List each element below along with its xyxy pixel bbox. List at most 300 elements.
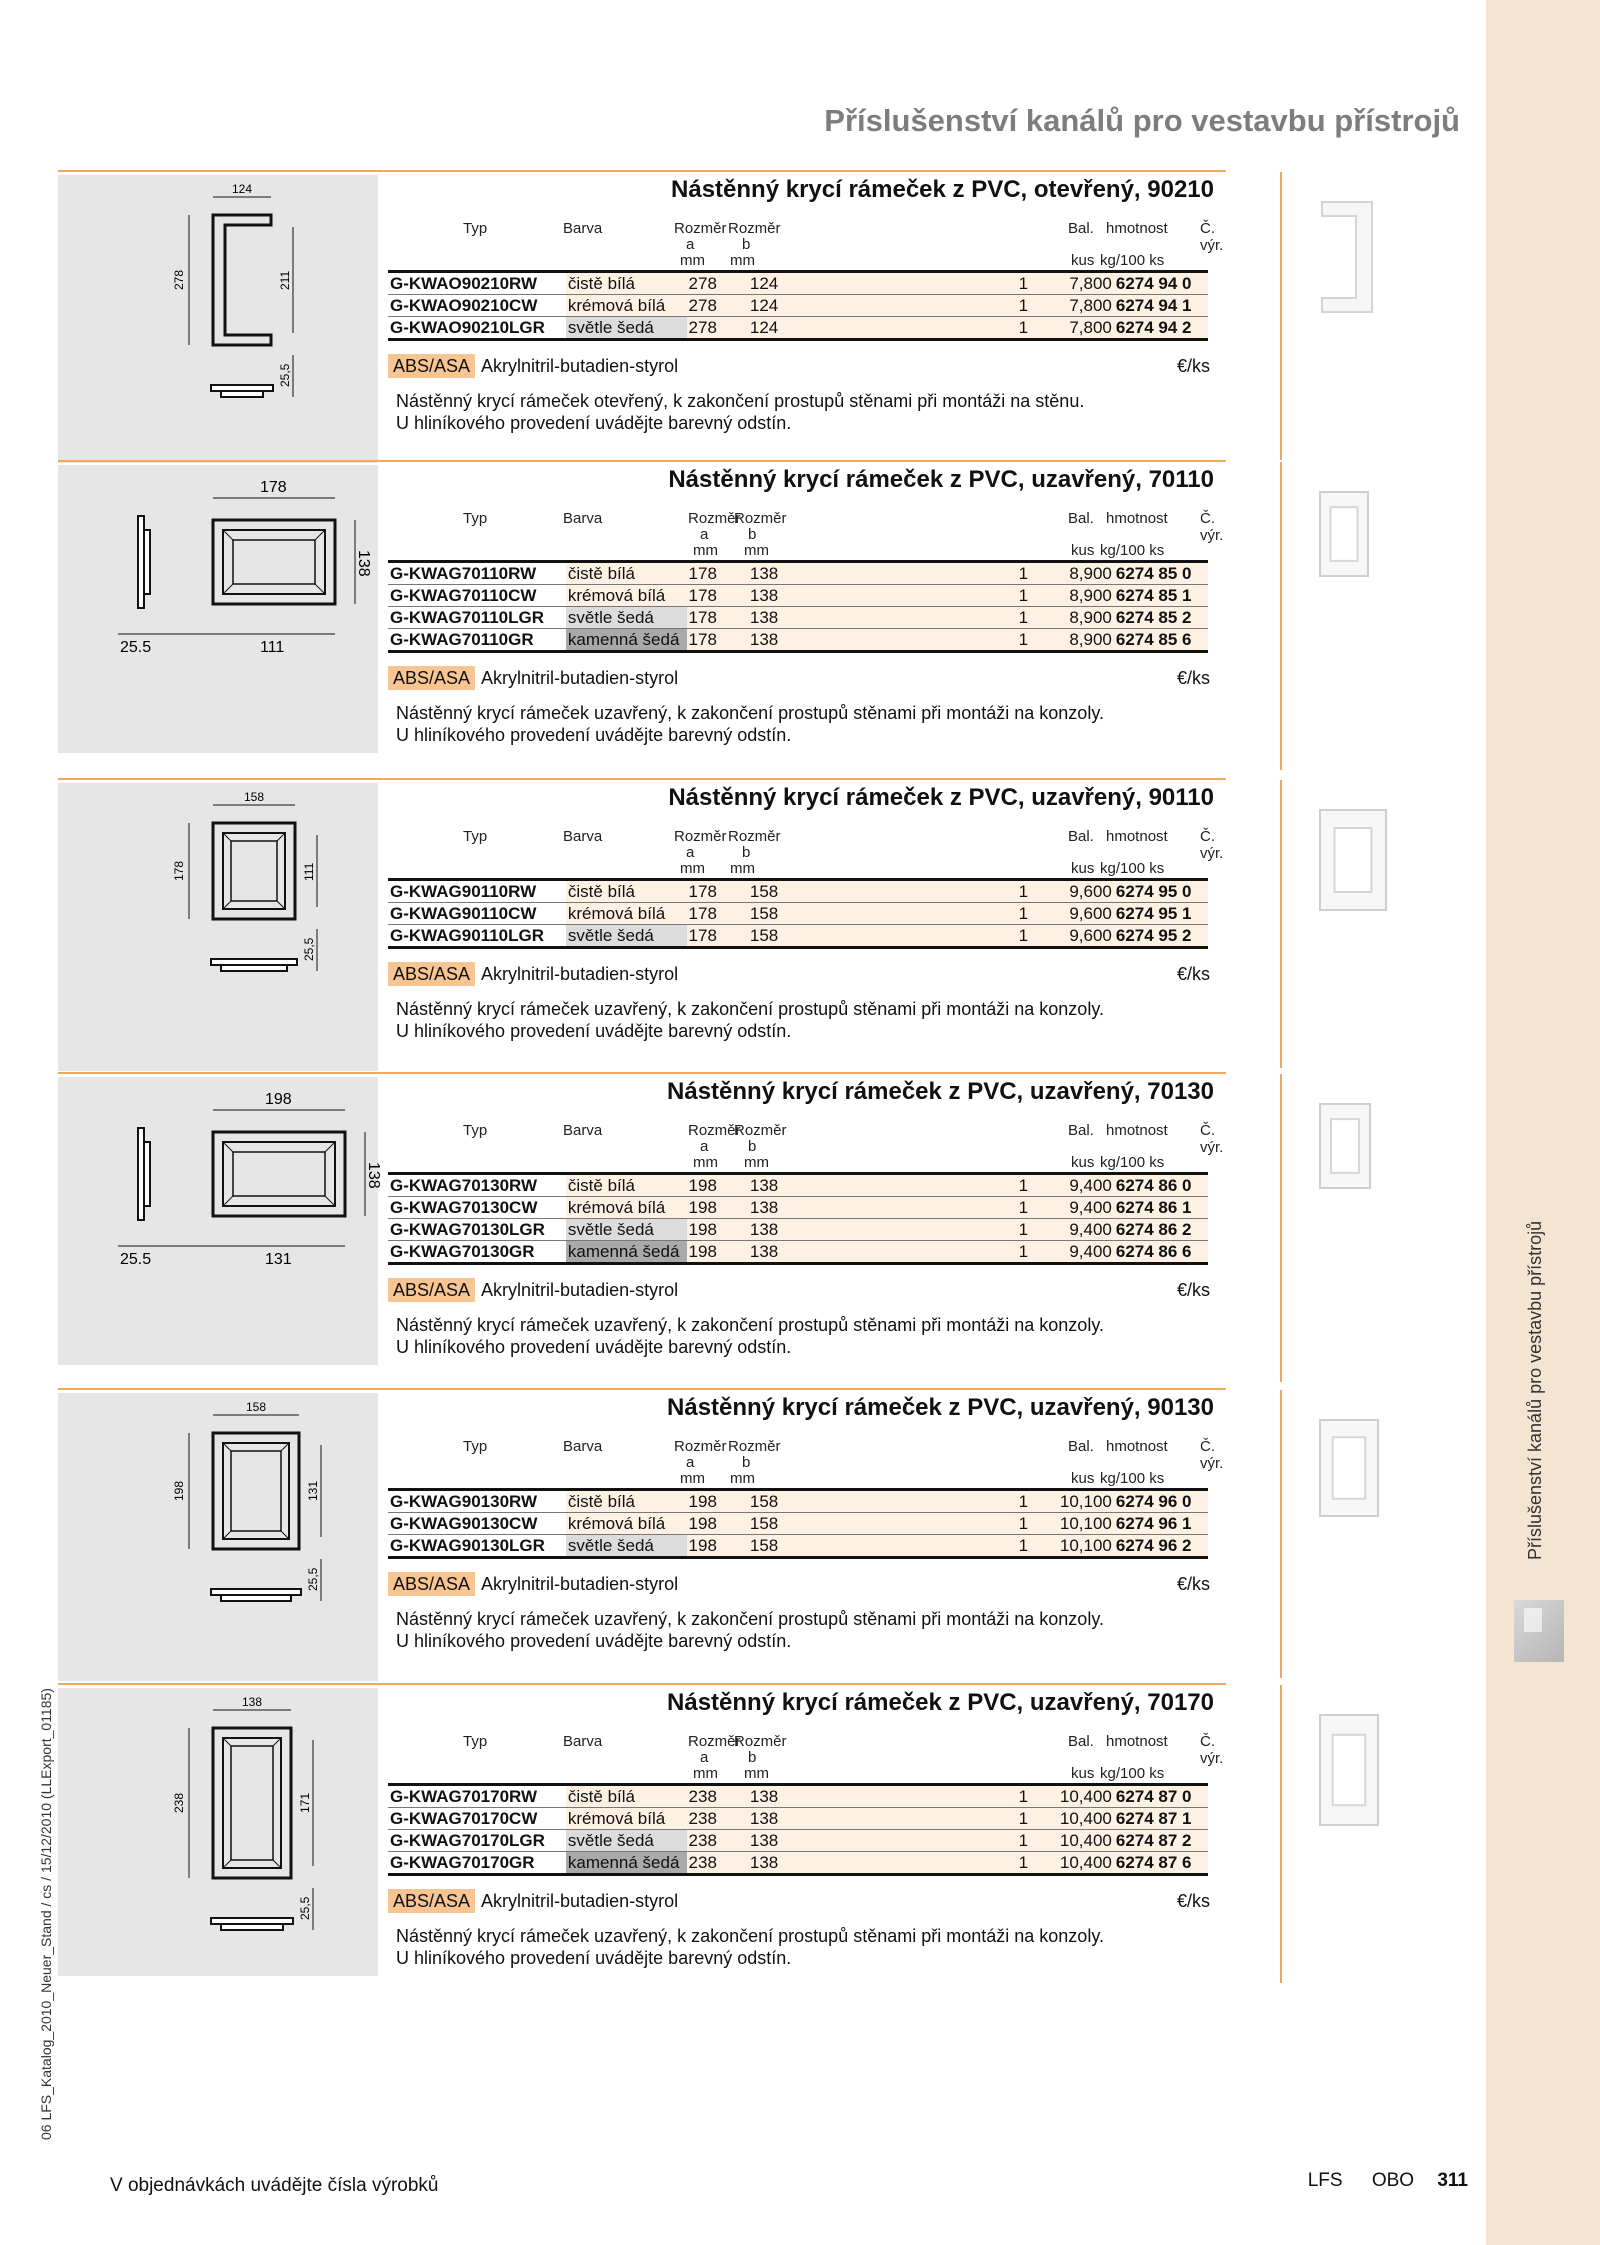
svg-text:111: 111 (302, 862, 316, 881)
cell-rozmer-a: 198 (687, 1174, 748, 1197)
product-photo (1300, 1408, 1390, 1553)
svg-text:25,5: 25,5 (278, 363, 292, 387)
cell-rozmer-a: 278 (687, 295, 748, 317)
header-typ: Typ (463, 510, 488, 527)
svg-text:198: 198 (172, 1480, 186, 1501)
cell-cislo-vyrobku: 6274 96 2 (1114, 1535, 1208, 1558)
header-rozmer-a-letter: a (686, 844, 695, 861)
header-kg: kg/100 ks (1100, 252, 1165, 269)
header-rozmer-b: Rozměr (734, 510, 787, 527)
cell-cislo-vyrobku: 6274 94 2 (1114, 317, 1208, 340)
cell-bal: 1 (995, 629, 1030, 652)
cell-hmotnost: 10,100 (1030, 1513, 1114, 1535)
cell-bal: 1 (995, 295, 1030, 317)
section-title: Nástěnný krycí rámeček z PVC, uzavřený, 90110 (668, 784, 1214, 811)
product-table (388, 560, 1208, 653)
description-line: Nástěnný krycí rámeček uzavřený, k zakončení prostupů stěnami při montáži na konzoly. (396, 999, 1104, 1019)
cell-barva: kamenná šedá (566, 1241, 687, 1264)
cell-rozmer-b: 138 (748, 1219, 995, 1241)
header-rozmer-a: Rozměr (674, 828, 727, 845)
cell-rozmer-b: 138 (748, 1174, 995, 1197)
cell-cislo-vyrobku: 6274 85 2 (1114, 607, 1208, 629)
header-cvyr: Č. výr. (1200, 510, 1224, 544)
material-name: Akrylnitril-butadien-styrol (481, 356, 679, 376)
price-unit: €/ks (1176, 1891, 1210, 1911)
cell-cislo-vyrobku: 6274 86 2 (1114, 1219, 1208, 1241)
cell-bal: 1 (995, 1785, 1030, 1808)
header-kus: kus (1071, 1765, 1095, 1782)
cell-typ: G-KWAG70170LGR (388, 1830, 566, 1852)
header-mm-b: mm (730, 860, 755, 877)
header-barva: Barva (563, 220, 603, 237)
cell-rozmer-b: 138 (748, 585, 995, 607)
header-rozmer-b-letter: b (748, 1138, 757, 1155)
table-row[interactable] (388, 1241, 1208, 1264)
section-title: Nástěnný krycí rámeček z PVC, uzavřený, 70110 (668, 466, 1214, 493)
header-rozmer-b: Rozměr (728, 828, 781, 845)
header-rozmer-a: Rozměr (674, 1438, 727, 1455)
header-bal: Bal. (1068, 1122, 1094, 1139)
table-row[interactable] (388, 1830, 1208, 1852)
cell-typ: G-KWAG90130RW (388, 1490, 566, 1513)
header-mm-b: mm (744, 542, 769, 559)
svg-text:138: 138 (355, 550, 372, 577)
description-line: Nástěnný krycí rámeček uzavřený, k zakončení prostupů stěnami při montáži na konzoly. (396, 1926, 1104, 1946)
table-row[interactable] (388, 272, 1208, 295)
description-line: Nástěnný krycí rámeček uzavřený, k zakončení prostupů stěnami při montáži na konzoly. (396, 1315, 1104, 1335)
product-section (58, 460, 1226, 772)
header-cvyr: Č. výr. (1200, 828, 1224, 862)
cell-typ: G-KWAG70170CW (388, 1808, 566, 1830)
table-row[interactable] (388, 585, 1208, 607)
material-line (388, 1280, 678, 1301)
cell-barva: světle šedá (566, 1830, 687, 1852)
section-divider (1280, 462, 1282, 770)
header-kg: kg/100 ks (1100, 860, 1165, 877)
cell-bal: 1 (995, 272, 1030, 295)
header-hmotnost: hmotnost (1106, 1438, 1168, 1455)
cell-cislo-vyrobku: 6274 95 2 (1114, 925, 1208, 948)
cell-rozmer-a: 178 (687, 880, 748, 903)
material-name: Akrylnitril-butadien-styrol (481, 1280, 679, 1300)
cell-rozmer-b: 138 (748, 1197, 995, 1219)
header-barva: Barva (563, 1438, 603, 1455)
svg-text:171: 171 (298, 1792, 312, 1813)
header-kus: kus (1071, 1154, 1095, 1171)
cell-typ: G-KWAG70110LGR (388, 607, 566, 629)
product-photo (1300, 798, 1390, 943)
section-divider (1280, 1074, 1282, 1382)
cell-barva: kamenná šedá (566, 629, 687, 652)
product-section (58, 170, 1226, 462)
cell-rozmer-b: 138 (748, 629, 995, 652)
description (396, 1608, 1104, 1652)
description (396, 1925, 1104, 1969)
table-row[interactable] (388, 1197, 1208, 1219)
header-hmotnost: hmotnost (1106, 828, 1168, 845)
header-rozmer-a-letter: a (686, 236, 695, 253)
cell-cislo-vyrobku: 6274 94 0 (1114, 272, 1208, 295)
header-typ: Typ (463, 1733, 488, 1750)
cell-barva: čistě bílá (566, 562, 687, 585)
table-row[interactable] (388, 1174, 1208, 1197)
header-cvyr: Č. výr. (1200, 220, 1224, 254)
svg-text:211: 211 (278, 270, 292, 290)
material-tag: ABS/ASA (388, 1889, 475, 1913)
dimension-drawing (58, 175, 378, 463)
cell-rozmer-a: 198 (687, 1219, 748, 1241)
cell-bal: 1 (995, 1535, 1030, 1558)
material-line (388, 1574, 678, 1595)
cell-rozmer-b: 158 (748, 903, 995, 925)
svg-text:158: 158 (244, 790, 265, 804)
material-line (388, 668, 678, 689)
header-typ: Typ (463, 220, 488, 237)
cell-bal: 1 (995, 925, 1030, 948)
cell-bal: 1 (995, 1241, 1030, 1264)
description-note: U hliníkového provedení uvádějte barevný odstín. (396, 1948, 792, 1968)
cell-rozmer-b: 138 (748, 1852, 995, 1875)
table-header (388, 216, 1224, 269)
footer-brand-lfs: LFS (1307, 2170, 1343, 2191)
header-kg: kg/100 ks (1100, 1154, 1165, 1171)
cell-rozmer-a: 198 (687, 1241, 748, 1264)
svg-text:238: 238 (172, 1792, 186, 1813)
cell-rozmer-a: 178 (687, 607, 748, 629)
cell-typ: G-KWAG70170RW (388, 1785, 566, 1808)
material-name: Akrylnitril-butadien-styrol (481, 1891, 679, 1911)
cell-typ: G-KWAG90110LGR (388, 925, 566, 948)
section-divider (1280, 1685, 1282, 1983)
header-mm-b: mm (744, 1765, 769, 1782)
header-mm-a: mm (693, 542, 718, 559)
table-row[interactable] (388, 880, 1208, 903)
header-kus: kus (1071, 1470, 1095, 1487)
header-mm-b: mm (730, 252, 755, 269)
cell-typ: G-KWAG70130CW (388, 1197, 566, 1219)
svg-text:25,5: 25,5 (306, 1567, 320, 1591)
header-cvyr: Č. výr. (1200, 1122, 1224, 1156)
product-section (58, 1388, 1226, 1680)
cell-cislo-vyrobku: 6274 85 0 (1114, 562, 1208, 585)
cell-hmotnost: 8,900 (1030, 629, 1114, 652)
table-row[interactable] (388, 562, 1208, 585)
cell-cislo-vyrobku: 6274 85 6 (1114, 629, 1208, 652)
description (396, 1314, 1104, 1358)
header-barva: Barva (563, 828, 603, 845)
cell-typ: G-KWAO90210LGR (388, 317, 566, 340)
cell-rozmer-a: 238 (687, 1785, 748, 1808)
section-title: Nástěnný krycí rámeček z PVC, uzavřený, 70130 (667, 1078, 1214, 1105)
header-hmotnost: hmotnost (1106, 510, 1168, 527)
dimension-drawing (58, 465, 378, 753)
header-mm-a: mm (680, 252, 705, 269)
table-header (388, 1118, 1224, 1171)
cell-hmotnost: 10,400 (1030, 1808, 1114, 1830)
cell-typ: G-KWAG90110CW (388, 903, 566, 925)
product-photo (1300, 1092, 1390, 1237)
cell-hmotnost: 7,800 (1030, 295, 1114, 317)
svg-text:158: 158 (246, 1400, 267, 1414)
section-divider (1280, 1390, 1282, 1678)
section-title: Nástěnný krycí rámeček z PVC, otevřený, 90210 (671, 176, 1214, 203)
cell-hmotnost: 8,900 (1030, 585, 1114, 607)
product-table (388, 1488, 1208, 1559)
description (396, 998, 1104, 1042)
cell-hmotnost: 10,100 (1030, 1490, 1114, 1513)
material-line (388, 356, 678, 377)
cell-typ: G-KWAG90130LGR (388, 1535, 566, 1558)
svg-text:25.5: 25.5 (120, 1251, 152, 1268)
header-rozmer-b: Rozměr (734, 1733, 787, 1750)
header-hmotnost: hmotnost (1106, 220, 1168, 237)
section-title: Nástěnný krycí rámeček z PVC, uzavřený, 70170 (667, 1689, 1214, 1716)
svg-text:178: 178 (172, 860, 186, 881)
cell-rozmer-a: 278 (687, 272, 748, 295)
table-row[interactable] (388, 1852, 1208, 1875)
cell-hmotnost: 9,600 (1030, 880, 1114, 903)
cell-cislo-vyrobku: 6274 96 0 (1114, 1490, 1208, 1513)
cell-typ: G-KWAO90210CW (388, 295, 566, 317)
svg-text:178: 178 (260, 479, 287, 496)
cell-typ: G-KWAG70130LGR (388, 1219, 566, 1241)
cell-hmotnost: 10,400 (1030, 1852, 1114, 1875)
price-unit: €/ks (1176, 964, 1210, 984)
cell-typ: G-KWAO90210RW (388, 272, 566, 295)
cell-barva: kamenná šedá (566, 1852, 687, 1875)
header-rozmer-a-letter: a (700, 1138, 709, 1155)
cell-rozmer-a: 178 (687, 585, 748, 607)
svg-text:124: 124 (232, 182, 253, 196)
description-line: Nástěnný krycí rámeček otevřený, k zakončení prostupů stěnami při montáži na stěnu. (396, 391, 1085, 411)
cell-rozmer-a: 238 (687, 1808, 748, 1830)
header-kg: kg/100 ks (1100, 1765, 1165, 1782)
cell-barva: krémová bílá (566, 903, 687, 925)
header-barva: Barva (563, 1122, 603, 1139)
cell-rozmer-a: 178 (687, 925, 748, 948)
cell-rozmer-a: 278 (687, 317, 748, 340)
cell-typ: G-KWAG70110CW (388, 585, 566, 607)
table-row[interactable] (388, 629, 1208, 652)
cell-rozmer-b: 124 (748, 272, 995, 295)
dimension-drawing (58, 1393, 378, 1681)
cell-rozmer-b: 138 (748, 607, 995, 629)
cell-hmotnost: 10,400 (1030, 1830, 1114, 1852)
cell-barva: čistě bílá (566, 1785, 687, 1808)
cell-rozmer-b: 158 (748, 925, 995, 948)
product-photo (1300, 1703, 1390, 1848)
cell-cislo-vyrobku: 6274 94 1 (1114, 295, 1208, 317)
svg-text:198: 198 (265, 1091, 292, 1108)
svg-text:25.5: 25.5 (120, 639, 152, 656)
cell-barva: světle šedá (566, 1219, 687, 1241)
cell-rozmer-b: 158 (748, 880, 995, 903)
material-name: Akrylnitril-butadien-styrol (481, 964, 679, 984)
material-tag: ABS/ASA (388, 666, 475, 690)
cell-barva: krémová bílá (566, 1197, 687, 1219)
cell-rozmer-b: 138 (748, 562, 995, 585)
header-kg: kg/100 ks (1100, 542, 1165, 559)
dimension-drawing (58, 1077, 382, 1365)
product-section (58, 778, 1226, 1070)
cell-barva: čistě bílá (566, 880, 687, 903)
header-hmotnost: hmotnost (1106, 1733, 1168, 1750)
description (396, 390, 1084, 434)
header-mm-a: mm (680, 860, 705, 877)
product-table (388, 270, 1208, 341)
side-tab-label: Příslušenství kanálů pro vestavbu přístrojů (1525, 1220, 1545, 1560)
cell-hmotnost: 9,400 (1030, 1241, 1114, 1264)
cell-cislo-vyrobku: 6274 96 1 (1114, 1513, 1208, 1535)
cell-bal: 1 (995, 1513, 1030, 1535)
cell-rozmer-b: 138 (748, 1830, 995, 1852)
header-bal: Bal. (1068, 220, 1094, 237)
table-row[interactable] (388, 1490, 1208, 1513)
material-line (388, 964, 678, 985)
cell-bal: 1 (995, 1174, 1030, 1197)
material-tag: ABS/ASA (388, 962, 475, 986)
footer-pagination (1308, 2170, 1468, 2192)
header-cvyr: Č. výr. (1200, 1438, 1224, 1472)
cell-bal: 1 (995, 562, 1030, 585)
cell-bal: 1 (995, 317, 1030, 340)
header-kus: kus (1071, 860, 1095, 877)
price-unit: €/ks (1176, 1280, 1210, 1300)
header-kus: kus (1071, 542, 1095, 559)
cell-barva: krémová bílá (566, 1513, 687, 1535)
product-table (388, 1172, 1208, 1265)
header-rozmer-b-letter: b (742, 236, 751, 253)
cell-hmotnost: 9,600 (1030, 925, 1114, 948)
header-typ: Typ (463, 1122, 488, 1139)
table-row[interactable] (388, 1785, 1208, 1808)
header-rozmer-a: Rozměr (674, 220, 727, 237)
header-mm-b: mm (730, 1470, 755, 1487)
header-typ: Typ (463, 1438, 488, 1455)
cell-rozmer-b: 138 (748, 1808, 995, 1830)
description-note: U hliníkového provedení uvádějte barevný odstín. (396, 725, 792, 745)
cell-rozmer-a: 238 (687, 1852, 748, 1875)
svg-text:25,5: 25,5 (298, 1896, 312, 1920)
header-rozmer-b-letter: b (748, 526, 757, 543)
price-unit: €/ks (1176, 1574, 1210, 1594)
cell-hmotnost: 10,400 (1030, 1785, 1114, 1808)
cell-rozmer-a: 178 (687, 562, 748, 585)
description-line: Nástěnný krycí rámeček uzavřený, k zakončení prostupů stěnami při montáži na konzoly. (396, 703, 1104, 723)
cell-bal: 1 (995, 1490, 1030, 1513)
cell-hmotnost: 9,600 (1030, 903, 1114, 925)
table-row[interactable] (388, 295, 1208, 317)
table-row[interactable] (388, 1535, 1208, 1558)
header-rozmer-a-letter: a (700, 526, 709, 543)
header-typ: Typ (463, 828, 488, 845)
price-unit: €/ks (1176, 668, 1210, 688)
product-table (388, 878, 1208, 949)
material-name: Akrylnitril-butadien-styrol (481, 668, 679, 688)
category-thumbnail (1514, 1600, 1564, 1662)
table-header (388, 506, 1224, 559)
cell-bal: 1 (995, 607, 1030, 629)
table-header (388, 1729, 1224, 1782)
product-table (388, 1783, 1208, 1876)
page-number: 311 (1437, 2170, 1468, 2191)
cell-rozmer-b: 158 (748, 1535, 995, 1558)
header-bal: Bal. (1068, 510, 1094, 527)
table-row[interactable] (388, 317, 1208, 340)
cell-barva: krémová bílá (566, 1808, 687, 1830)
cell-rozmer-b: 158 (748, 1490, 995, 1513)
table-row[interactable] (388, 903, 1208, 925)
cell-cislo-vyrobku: 6274 85 1 (1114, 585, 1208, 607)
description-note: U hliníkového provedení uvádějte barevný odstín. (396, 413, 792, 433)
table-row[interactable] (388, 1808, 1208, 1830)
cell-typ: G-KWAG70170GR (388, 1852, 566, 1875)
header-barva: Barva (563, 1733, 603, 1750)
cell-typ: G-KWAG70130GR (388, 1241, 566, 1264)
section-divider (1280, 780, 1282, 1068)
cell-rozmer-a: 178 (687, 629, 748, 652)
description-line: Nástěnný krycí rámeček uzavřený, k zakončení prostupů stěnami při montáži na konzoly. (396, 1609, 1104, 1629)
material-tag: ABS/ASA (388, 1278, 475, 1302)
footer-brand-obo: OBO (1371, 2170, 1415, 2191)
cell-barva: čistě bílá (566, 1490, 687, 1513)
header-rozmer-b: Rozměr (728, 1438, 781, 1455)
table-row[interactable] (388, 1513, 1208, 1535)
cell-barva: světle šedá (566, 607, 687, 629)
header-rozmer-b-letter: b (748, 1749, 757, 1766)
table-header (388, 824, 1224, 877)
table-row[interactable] (388, 1219, 1208, 1241)
cell-cislo-vyrobku: 6274 86 1 (1114, 1197, 1208, 1219)
cell-bal: 1 (995, 903, 1030, 925)
material-line (388, 1891, 678, 1912)
cell-cislo-vyrobku: 6274 95 0 (1114, 880, 1208, 903)
footer-note: V objednávkách uvádějte čísla výrobků (110, 2175, 439, 2196)
cell-rozmer-a: 238 (687, 1830, 748, 1852)
header-bal: Bal. (1068, 828, 1094, 845)
table-row[interactable] (388, 925, 1208, 948)
header-mm-a: mm (680, 1470, 705, 1487)
product-photo (1300, 480, 1390, 625)
header-kus: kus (1071, 252, 1095, 269)
cell-rozmer-a: 198 (687, 1535, 748, 1558)
cell-cislo-vyrobku: 6274 86 6 (1114, 1241, 1208, 1264)
cell-cislo-vyrobku: 6274 86 0 (1114, 1174, 1208, 1197)
cell-barva: čistě bílá (566, 1174, 687, 1197)
header-bal: Bal. (1068, 1733, 1094, 1750)
page-title: Příslušenství kanálů pro vestavbu přístrojů (824, 103, 1460, 138)
table-row[interactable] (388, 607, 1208, 629)
material-name: Akrylnitril-butadien-styrol (481, 1574, 679, 1594)
price-unit: €/ks (1176, 356, 1210, 376)
dimension-drawing (58, 783, 378, 1071)
cell-bal: 1 (995, 1219, 1030, 1241)
cell-hmotnost: 8,900 (1030, 562, 1114, 585)
cell-barva: krémová bílá (566, 295, 687, 317)
product-photo (1300, 190, 1390, 335)
product-section (58, 1683, 1226, 1985)
cell-bal: 1 (995, 1852, 1030, 1875)
cell-typ: G-KWAG90110RW (388, 880, 566, 903)
product-section (58, 1072, 1226, 1384)
cell-rozmer-b: 158 (748, 1513, 995, 1535)
cell-rozmer-b: 138 (748, 1785, 995, 1808)
header-kg: kg/100 ks (1100, 1470, 1165, 1487)
svg-text:25,5: 25,5 (302, 937, 316, 961)
description-note: U hliníkového provedení uvádějte barevný odstín. (396, 1021, 792, 1041)
header-hmotnost: hmotnost (1106, 1122, 1168, 1139)
description-note: U hliníkového provedení uvádějte barevný odstín. (396, 1337, 792, 1357)
